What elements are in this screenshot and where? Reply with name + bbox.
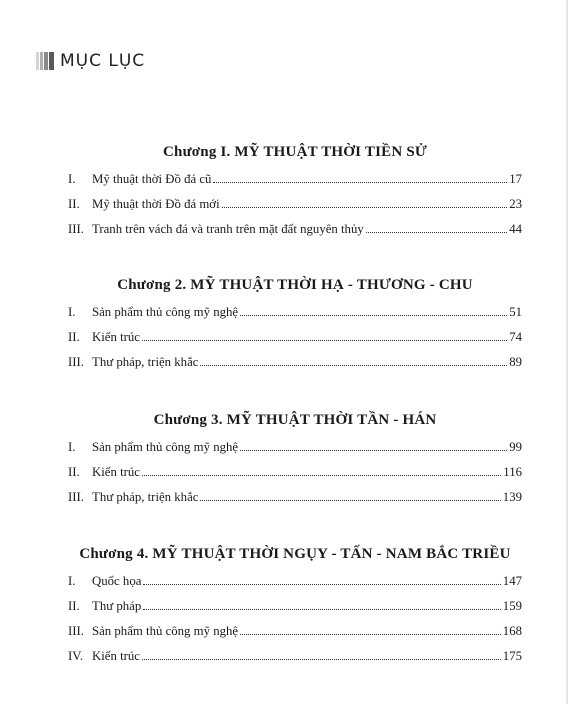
- chapter-1: [68, 144, 522, 247]
- entry-page: 147: [502, 574, 522, 588]
- entry-label: Sản phẩm thủ công mỹ nghệ: [92, 624, 239, 638]
- entry-page: 116: [503, 465, 522, 479]
- toc-entry[interactable]: [68, 440, 522, 465]
- dot-leader: [200, 365, 507, 366]
- toc-entry[interactable]: [68, 330, 522, 355]
- chapter-2: [68, 277, 522, 380]
- entry-number: III.: [68, 355, 84, 369]
- entry-page: 139: [502, 490, 522, 504]
- chapter-title: Chương I. MỸ THUẬT THỜI TIỀN SỬ: [163, 144, 427, 160]
- page-title: MỤC LỤC: [60, 51, 146, 71]
- toc-entry[interactable]: [68, 574, 522, 599]
- entry-label: Thư pháp, triện khắc: [92, 355, 199, 369]
- chapter-title: Chương 2. MỸ THUẬT THỜI HẠ - THƯƠNG - CHU: [117, 277, 473, 293]
- chapter-4: [68, 546, 522, 674]
- toc-entry[interactable]: [68, 490, 522, 515]
- entry-page: 99: [509, 440, 522, 454]
- entry-page: 159: [502, 599, 522, 613]
- dot-leader: [240, 634, 501, 635]
- dot-leader: [366, 232, 507, 233]
- toc-header: [36, 50, 145, 72]
- dot-leader: [143, 584, 500, 585]
- entry-number: IV.: [68, 649, 84, 663]
- entry-number: I.: [68, 305, 76, 319]
- entry-label: Mỹ thuật thời Đồ đá cũ: [92, 172, 212, 186]
- entry-page: 89: [509, 355, 522, 369]
- toc-entry[interactable]: [68, 222, 522, 247]
- entry-page: 17: [509, 172, 522, 186]
- toc-entry[interactable]: [68, 599, 522, 624]
- chapter-title: Chương 3. MỸ THUẬT THỜI TẦN - HÁN: [153, 412, 437, 428]
- entry-label: Kiến trúc: [92, 330, 140, 344]
- entry-label: Kiến trúc: [92, 465, 140, 479]
- entry-page: 44: [509, 222, 522, 236]
- dot-leader: [142, 475, 501, 476]
- header-bars-icon: [36, 52, 55, 70]
- dot-leader: [240, 450, 507, 451]
- dot-leader: [142, 659, 501, 660]
- entry-label: Sản phẩm thủ công mỹ nghệ: [92, 440, 239, 454]
- entry-number: I.: [68, 574, 76, 588]
- entry-page: 175: [502, 649, 522, 663]
- chapter-3: [68, 412, 522, 515]
- entry-label: Quốc họa: [92, 574, 142, 588]
- entry-label: Kiến trúc: [92, 649, 140, 663]
- entry-page: 23: [509, 197, 522, 211]
- entry-label: Thư pháp, triện khắc: [92, 490, 199, 504]
- toc-entry[interactable]: [68, 172, 522, 197]
- toc-entry[interactable]: [68, 649, 522, 674]
- toc-entry[interactable]: [68, 624, 522, 649]
- entry-page: 51: [509, 305, 522, 319]
- entry-label: Tranh trên vách đá và tranh trên mặt đất nguyên thủy: [92, 222, 364, 236]
- entry-page: 168: [502, 624, 522, 638]
- toc-entry[interactable]: [68, 305, 522, 330]
- entry-number: II.: [68, 197, 80, 211]
- entry-number: III.: [68, 624, 84, 638]
- toc-entry[interactable]: [68, 355, 522, 380]
- dot-leader: [222, 207, 508, 208]
- toc-entry[interactable]: [68, 465, 522, 490]
- entry-number: II.: [68, 465, 80, 479]
- entry-number: I.: [68, 172, 76, 186]
- dot-leader: [200, 500, 500, 501]
- entry-number: I.: [68, 440, 76, 454]
- entry-number: III.: [68, 222, 84, 236]
- entry-page: 74: [509, 330, 522, 344]
- entry-label: Mỹ thuật thời Đồ đá mới: [92, 197, 220, 211]
- dot-leader: [143, 609, 501, 610]
- dot-leader: [240, 315, 507, 316]
- entry-label: Sản phẩm thủ công mỹ nghệ: [92, 305, 239, 319]
- chapter-title: Chương 4. MỸ THUẬT THỜI NGỤY - TẤN - NAM BẮC TRIỀU: [79, 546, 511, 562]
- entry-label: Thư pháp: [92, 599, 142, 613]
- entry-number: II.: [68, 330, 80, 344]
- entry-number: III.: [68, 490, 84, 504]
- toc-entry[interactable]: [68, 197, 522, 222]
- dot-leader: [213, 182, 507, 183]
- entry-number: II.: [68, 599, 80, 613]
- dot-leader: [142, 340, 507, 341]
